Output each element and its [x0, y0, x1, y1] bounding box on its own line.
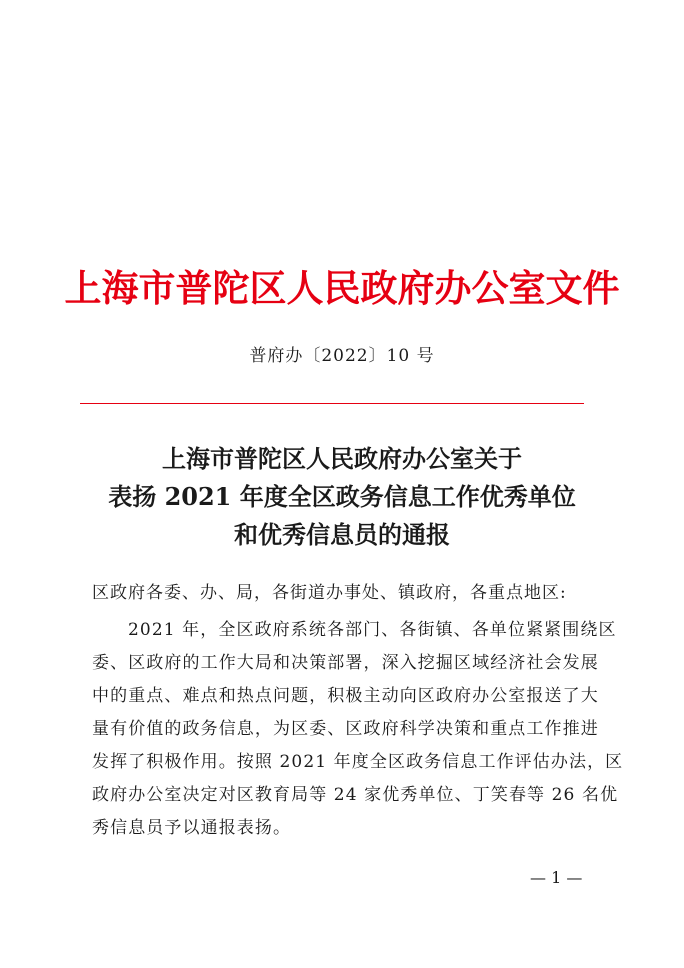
body-line: 2021 年，全区政府系统各部门、各街镇、各单位紧紧围绕区: [128, 620, 617, 640]
page-number: — 1 —: [530, 868, 583, 887]
title-line-3: 和优秀信息员的通报: [234, 520, 450, 549]
body-paragraph: [92, 614, 624, 845]
title-line-1: 上海市普陀区人民政府办公室关于: [162, 444, 522, 473]
red-divider-line: [80, 403, 584, 404]
body-line: 委、区政府的工作大局和决策部署，深入挖掘区域经济社会发展: [92, 653, 599, 673]
masthead-title: 上海市普陀区人民政府办公室文件: [64, 266, 620, 310]
body-line: 量有价值的政务信息，为区委、区政府科学决策和重点工作推进: [92, 719, 599, 739]
body-line: 政府办公室决定对区教育局等 24 家优秀单位、丁笑春等 26 名优: [92, 785, 619, 805]
notice-title: [0, 440, 684, 554]
body-line: 发挥了积极作用。按照 2021 年度全区政务信息工作评估办法，区: [92, 752, 624, 772]
title-line-2: 表扬 2021 年度全区政务信息工作优秀单位: [108, 482, 576, 511]
body-line: 秀信息员予以通报表扬。: [92, 818, 292, 838]
body-line: 中的重点、难点和热点问题，积极主动向区政府办公室报送了大: [92, 686, 599, 706]
salutation: 区政府各委、办、局，各街道办事处、镇政府，各重点地区:: [92, 583, 567, 603]
document-number: 普府办〔2022〕10 号: [249, 346, 435, 366]
